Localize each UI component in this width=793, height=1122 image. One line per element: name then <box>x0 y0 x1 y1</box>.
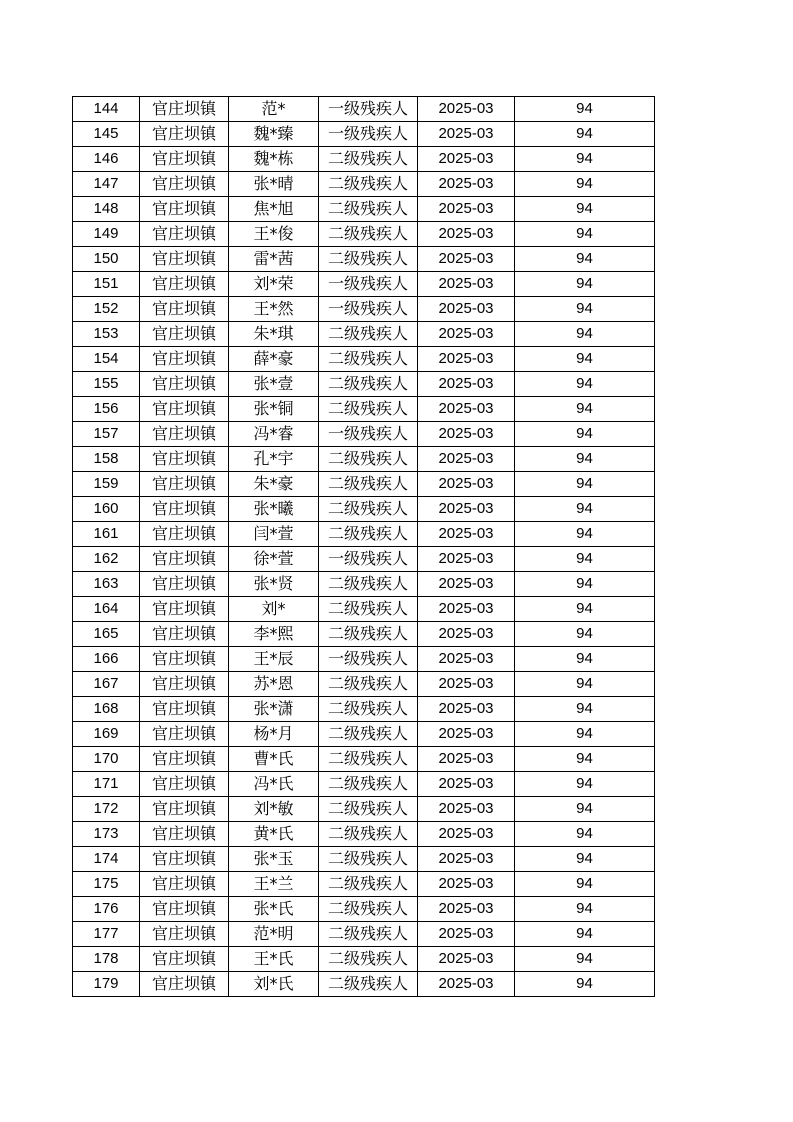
disability-level-cell: 一级残疾人 <box>319 422 418 447</box>
name-cell: 张*氏 <box>229 897 319 922</box>
row-number-cell: 175 <box>73 872 140 897</box>
disability-level-cell: 二级残疾人 <box>319 322 418 347</box>
amount-cell: 94 <box>515 97 655 122</box>
amount-cell: 94 <box>515 172 655 197</box>
month-cell: 2025-03 <box>418 122 515 147</box>
row-number-cell: 150 <box>73 247 140 272</box>
disability-level-cell: 二级残疾人 <box>319 697 418 722</box>
table-row <box>73 247 655 272</box>
disability-level-cell: 二级残疾人 <box>319 172 418 197</box>
name-cell: 朱*豪 <box>229 472 319 497</box>
row-number-cell: 173 <box>73 822 140 847</box>
disability-level-cell: 二级残疾人 <box>319 197 418 222</box>
subsidy-table <box>72 96 655 997</box>
amount-cell: 94 <box>515 272 655 297</box>
month-cell: 2025-03 <box>418 522 515 547</box>
amount-cell: 94 <box>515 472 655 497</box>
amount-cell: 94 <box>515 922 655 947</box>
town-cell: 官庄坝镇 <box>140 822 229 847</box>
row-number-cell: 166 <box>73 647 140 672</box>
table-row <box>73 397 655 422</box>
name-cell: 冯*睿 <box>229 422 319 447</box>
row-number-cell: 144 <box>73 97 140 122</box>
disability-level-cell: 二级残疾人 <box>319 872 418 897</box>
table-row <box>73 172 655 197</box>
amount-cell: 94 <box>515 497 655 522</box>
table-row <box>73 122 655 147</box>
disability-level-cell: 二级残疾人 <box>319 472 418 497</box>
row-number-cell: 152 <box>73 297 140 322</box>
table-row <box>73 497 655 522</box>
town-cell: 官庄坝镇 <box>140 622 229 647</box>
month-cell: 2025-03 <box>418 297 515 322</box>
disability-level-cell: 一级残疾人 <box>319 272 418 297</box>
table-row <box>73 672 655 697</box>
name-cell: 张*壹 <box>229 372 319 397</box>
town-cell: 官庄坝镇 <box>140 872 229 897</box>
disability-level-cell: 二级残疾人 <box>319 147 418 172</box>
row-number-cell: 167 <box>73 672 140 697</box>
amount-cell: 94 <box>515 847 655 872</box>
name-cell: 孔*宇 <box>229 447 319 472</box>
table-row <box>73 447 655 472</box>
row-number-cell: 149 <box>73 222 140 247</box>
amount-cell: 94 <box>515 422 655 447</box>
amount-cell: 94 <box>515 572 655 597</box>
disability-level-cell: 一级残疾人 <box>319 97 418 122</box>
table-row <box>73 772 655 797</box>
month-cell: 2025-03 <box>418 222 515 247</box>
town-cell: 官庄坝镇 <box>140 797 229 822</box>
amount-cell: 94 <box>515 322 655 347</box>
month-cell: 2025-03 <box>418 622 515 647</box>
month-cell: 2025-03 <box>418 672 515 697</box>
amount-cell: 94 <box>515 772 655 797</box>
month-cell: 2025-03 <box>418 772 515 797</box>
table-row <box>73 222 655 247</box>
amount-cell: 94 <box>515 947 655 972</box>
month-cell: 2025-03 <box>418 647 515 672</box>
amount-cell: 94 <box>515 372 655 397</box>
town-cell: 官庄坝镇 <box>140 397 229 422</box>
name-cell: 王*辰 <box>229 647 319 672</box>
month-cell: 2025-03 <box>418 347 515 372</box>
town-cell: 官庄坝镇 <box>140 747 229 772</box>
name-cell: 张*贤 <box>229 572 319 597</box>
name-cell: 王*俊 <box>229 222 319 247</box>
amount-cell: 94 <box>515 747 655 772</box>
disability-level-cell: 二级残疾人 <box>319 672 418 697</box>
table-row <box>73 822 655 847</box>
table-row <box>73 972 655 997</box>
amount-cell: 94 <box>515 822 655 847</box>
month-cell: 2025-03 <box>418 597 515 622</box>
row-number-cell: 148 <box>73 197 140 222</box>
name-cell: 黄*氏 <box>229 822 319 847</box>
month-cell: 2025-03 <box>418 472 515 497</box>
row-number-cell: 156 <box>73 397 140 422</box>
town-cell: 官庄坝镇 <box>140 172 229 197</box>
table-row <box>73 872 655 897</box>
row-number-cell: 168 <box>73 697 140 722</box>
row-number-cell: 171 <box>73 772 140 797</box>
name-cell: 焦*旭 <box>229 197 319 222</box>
town-cell: 官庄坝镇 <box>140 897 229 922</box>
town-cell: 官庄坝镇 <box>140 597 229 622</box>
name-cell: 张*潇 <box>229 697 319 722</box>
town-cell: 官庄坝镇 <box>140 272 229 297</box>
month-cell: 2025-03 <box>418 872 515 897</box>
disability-level-cell: 二级残疾人 <box>319 247 418 272</box>
table-row <box>73 647 655 672</box>
name-cell: 闫*萱 <box>229 522 319 547</box>
table-row <box>73 847 655 872</box>
month-cell: 2025-03 <box>418 172 515 197</box>
town-cell: 官庄坝镇 <box>140 322 229 347</box>
amount-cell: 94 <box>515 697 655 722</box>
town-cell: 官庄坝镇 <box>140 372 229 397</box>
table-body <box>73 97 655 997</box>
row-number-cell: 157 <box>73 422 140 447</box>
row-number-cell: 162 <box>73 547 140 572</box>
amount-cell: 94 <box>515 522 655 547</box>
town-cell: 官庄坝镇 <box>140 447 229 472</box>
disability-level-cell: 二级残疾人 <box>319 947 418 972</box>
table-row <box>73 522 655 547</box>
month-cell: 2025-03 <box>418 797 515 822</box>
town-cell: 官庄坝镇 <box>140 697 229 722</box>
name-cell: 雷*茜 <box>229 247 319 272</box>
table-row <box>73 197 655 222</box>
row-number-cell: 174 <box>73 847 140 872</box>
name-cell: 张*铜 <box>229 397 319 422</box>
name-cell: 刘*敏 <box>229 797 319 822</box>
town-cell: 官庄坝镇 <box>140 97 229 122</box>
disability-level-cell: 二级残疾人 <box>319 522 418 547</box>
amount-cell: 94 <box>515 297 655 322</box>
disability-level-cell: 二级残疾人 <box>319 447 418 472</box>
town-cell: 官庄坝镇 <box>140 547 229 572</box>
row-number-cell: 163 <box>73 572 140 597</box>
amount-cell: 94 <box>515 797 655 822</box>
month-cell: 2025-03 <box>418 822 515 847</box>
town-cell: 官庄坝镇 <box>140 947 229 972</box>
town-cell: 官庄坝镇 <box>140 122 229 147</box>
name-cell: 李*熙 <box>229 622 319 647</box>
month-cell: 2025-03 <box>418 897 515 922</box>
month-cell: 2025-03 <box>418 972 515 997</box>
month-cell: 2025-03 <box>418 572 515 597</box>
disability-level-cell: 二级残疾人 <box>319 747 418 772</box>
disability-level-cell: 二级残疾人 <box>319 847 418 872</box>
table-row <box>73 372 655 397</box>
row-number-cell: 169 <box>73 722 140 747</box>
amount-cell: 94 <box>515 622 655 647</box>
month-cell: 2025-03 <box>418 272 515 297</box>
disability-level-cell: 二级残疾人 <box>319 797 418 822</box>
disability-level-cell: 二级残疾人 <box>319 772 418 797</box>
month-cell: 2025-03 <box>418 497 515 522</box>
name-cell: 刘*荣 <box>229 272 319 297</box>
name-cell: 朱*琪 <box>229 322 319 347</box>
table-row <box>73 797 655 822</box>
amount-cell: 94 <box>515 897 655 922</box>
town-cell: 官庄坝镇 <box>140 647 229 672</box>
row-number-cell: 165 <box>73 622 140 647</box>
town-cell: 官庄坝镇 <box>140 772 229 797</box>
month-cell: 2025-03 <box>418 947 515 972</box>
table-row <box>73 472 655 497</box>
month-cell: 2025-03 <box>418 247 515 272</box>
disability-level-cell: 二级残疾人 <box>319 347 418 372</box>
table-row <box>73 947 655 972</box>
table-row <box>73 147 655 172</box>
table-row <box>73 747 655 772</box>
row-number-cell: 160 <box>73 497 140 522</box>
table-row <box>73 547 655 572</box>
disability-level-cell: 二级残疾人 <box>319 597 418 622</box>
disability-level-cell: 一级残疾人 <box>319 297 418 322</box>
month-cell: 2025-03 <box>418 422 515 447</box>
amount-cell: 94 <box>515 247 655 272</box>
table-row <box>73 897 655 922</box>
name-cell: 王*然 <box>229 297 319 322</box>
town-cell: 官庄坝镇 <box>140 347 229 372</box>
amount-cell: 94 <box>515 197 655 222</box>
town-cell: 官庄坝镇 <box>140 247 229 272</box>
row-number-cell: 179 <box>73 972 140 997</box>
table-row <box>73 347 655 372</box>
table-row <box>73 622 655 647</box>
name-cell: 范*明 <box>229 922 319 947</box>
month-cell: 2025-03 <box>418 547 515 572</box>
row-number-cell: 147 <box>73 172 140 197</box>
month-cell: 2025-03 <box>418 197 515 222</box>
town-cell: 官庄坝镇 <box>140 847 229 872</box>
name-cell: 张*玉 <box>229 847 319 872</box>
row-number-cell: 177 <box>73 922 140 947</box>
name-cell: 曹*氏 <box>229 747 319 772</box>
amount-cell: 94 <box>515 597 655 622</box>
month-cell: 2025-03 <box>418 747 515 772</box>
month-cell: 2025-03 <box>418 922 515 947</box>
amount-cell: 94 <box>515 647 655 672</box>
row-number-cell: 151 <box>73 272 140 297</box>
name-cell: 王*氏 <box>229 947 319 972</box>
amount-cell: 94 <box>515 397 655 422</box>
town-cell: 官庄坝镇 <box>140 497 229 522</box>
month-cell: 2025-03 <box>418 397 515 422</box>
amount-cell: 94 <box>515 447 655 472</box>
row-number-cell: 176 <box>73 897 140 922</box>
town-cell: 官庄坝镇 <box>140 722 229 747</box>
month-cell: 2025-03 <box>418 322 515 347</box>
disability-level-cell: 一级残疾人 <box>319 647 418 672</box>
amount-cell: 94 <box>515 722 655 747</box>
row-number-cell: 145 <box>73 122 140 147</box>
amount-cell: 94 <box>515 972 655 997</box>
row-number-cell: 170 <box>73 747 140 772</box>
town-cell: 官庄坝镇 <box>140 972 229 997</box>
town-cell: 官庄坝镇 <box>140 422 229 447</box>
row-number-cell: 146 <box>73 147 140 172</box>
table-row <box>73 697 655 722</box>
town-cell: 官庄坝镇 <box>140 222 229 247</box>
town-cell: 官庄坝镇 <box>140 672 229 697</box>
table-row <box>73 322 655 347</box>
town-cell: 官庄坝镇 <box>140 572 229 597</box>
disability-level-cell: 二级残疾人 <box>319 222 418 247</box>
month-cell: 2025-03 <box>418 447 515 472</box>
town-cell: 官庄坝镇 <box>140 297 229 322</box>
table-row <box>73 597 655 622</box>
name-cell: 冯*氏 <box>229 772 319 797</box>
town-cell: 官庄坝镇 <box>140 472 229 497</box>
name-cell: 刘*氏 <box>229 972 319 997</box>
amount-cell: 94 <box>515 122 655 147</box>
row-number-cell: 159 <box>73 472 140 497</box>
row-number-cell: 172 <box>73 797 140 822</box>
disability-level-cell: 二级残疾人 <box>319 897 418 922</box>
table-row <box>73 572 655 597</box>
month-cell: 2025-03 <box>418 697 515 722</box>
amount-cell: 94 <box>515 347 655 372</box>
row-number-cell: 161 <box>73 522 140 547</box>
disability-level-cell: 一级残疾人 <box>319 122 418 147</box>
month-cell: 2025-03 <box>418 97 515 122</box>
row-number-cell: 178 <box>73 947 140 972</box>
table-row <box>73 272 655 297</box>
disability-level-cell: 二级残疾人 <box>319 372 418 397</box>
table-row <box>73 422 655 447</box>
row-number-cell: 158 <box>73 447 140 472</box>
disability-level-cell: 二级残疾人 <box>319 497 418 522</box>
amount-cell: 94 <box>515 547 655 572</box>
row-number-cell: 154 <box>73 347 140 372</box>
disability-level-cell: 二级残疾人 <box>319 397 418 422</box>
month-cell: 2025-03 <box>418 147 515 172</box>
month-cell: 2025-03 <box>418 372 515 397</box>
row-number-cell: 164 <box>73 597 140 622</box>
table-row <box>73 922 655 947</box>
disability-level-cell: 二级残疾人 <box>319 572 418 597</box>
row-number-cell: 155 <box>73 372 140 397</box>
name-cell: 范* <box>229 97 319 122</box>
amount-cell: 94 <box>515 672 655 697</box>
town-cell: 官庄坝镇 <box>140 197 229 222</box>
disability-level-cell: 二级残疾人 <box>319 722 418 747</box>
name-cell: 魏*栋 <box>229 147 319 172</box>
disability-level-cell: 二级残疾人 <box>319 972 418 997</box>
name-cell: 苏*恩 <box>229 672 319 697</box>
name-cell: 张*晴 <box>229 172 319 197</box>
name-cell: 魏*臻 <box>229 122 319 147</box>
name-cell: 张*曦 <box>229 497 319 522</box>
name-cell: 徐*萱 <box>229 547 319 572</box>
amount-cell: 94 <box>515 147 655 172</box>
name-cell: 刘* <box>229 597 319 622</box>
name-cell: 杨*月 <box>229 722 319 747</box>
name-cell: 王*兰 <box>229 872 319 897</box>
amount-cell: 94 <box>515 222 655 247</box>
town-cell: 官庄坝镇 <box>140 147 229 172</box>
table-row <box>73 722 655 747</box>
town-cell: 官庄坝镇 <box>140 522 229 547</box>
town-cell: 官庄坝镇 <box>140 922 229 947</box>
disability-level-cell: 二级残疾人 <box>319 822 418 847</box>
table-row <box>73 97 655 122</box>
name-cell: 薛*豪 <box>229 347 319 372</box>
disability-level-cell: 二级残疾人 <box>319 622 418 647</box>
month-cell: 2025-03 <box>418 847 515 872</box>
disability-level-cell: 二级残疾人 <box>319 922 418 947</box>
table-row <box>73 297 655 322</box>
amount-cell: 94 <box>515 872 655 897</box>
month-cell: 2025-03 <box>418 722 515 747</box>
disability-level-cell: 一级残疾人 <box>319 547 418 572</box>
row-number-cell: 153 <box>73 322 140 347</box>
